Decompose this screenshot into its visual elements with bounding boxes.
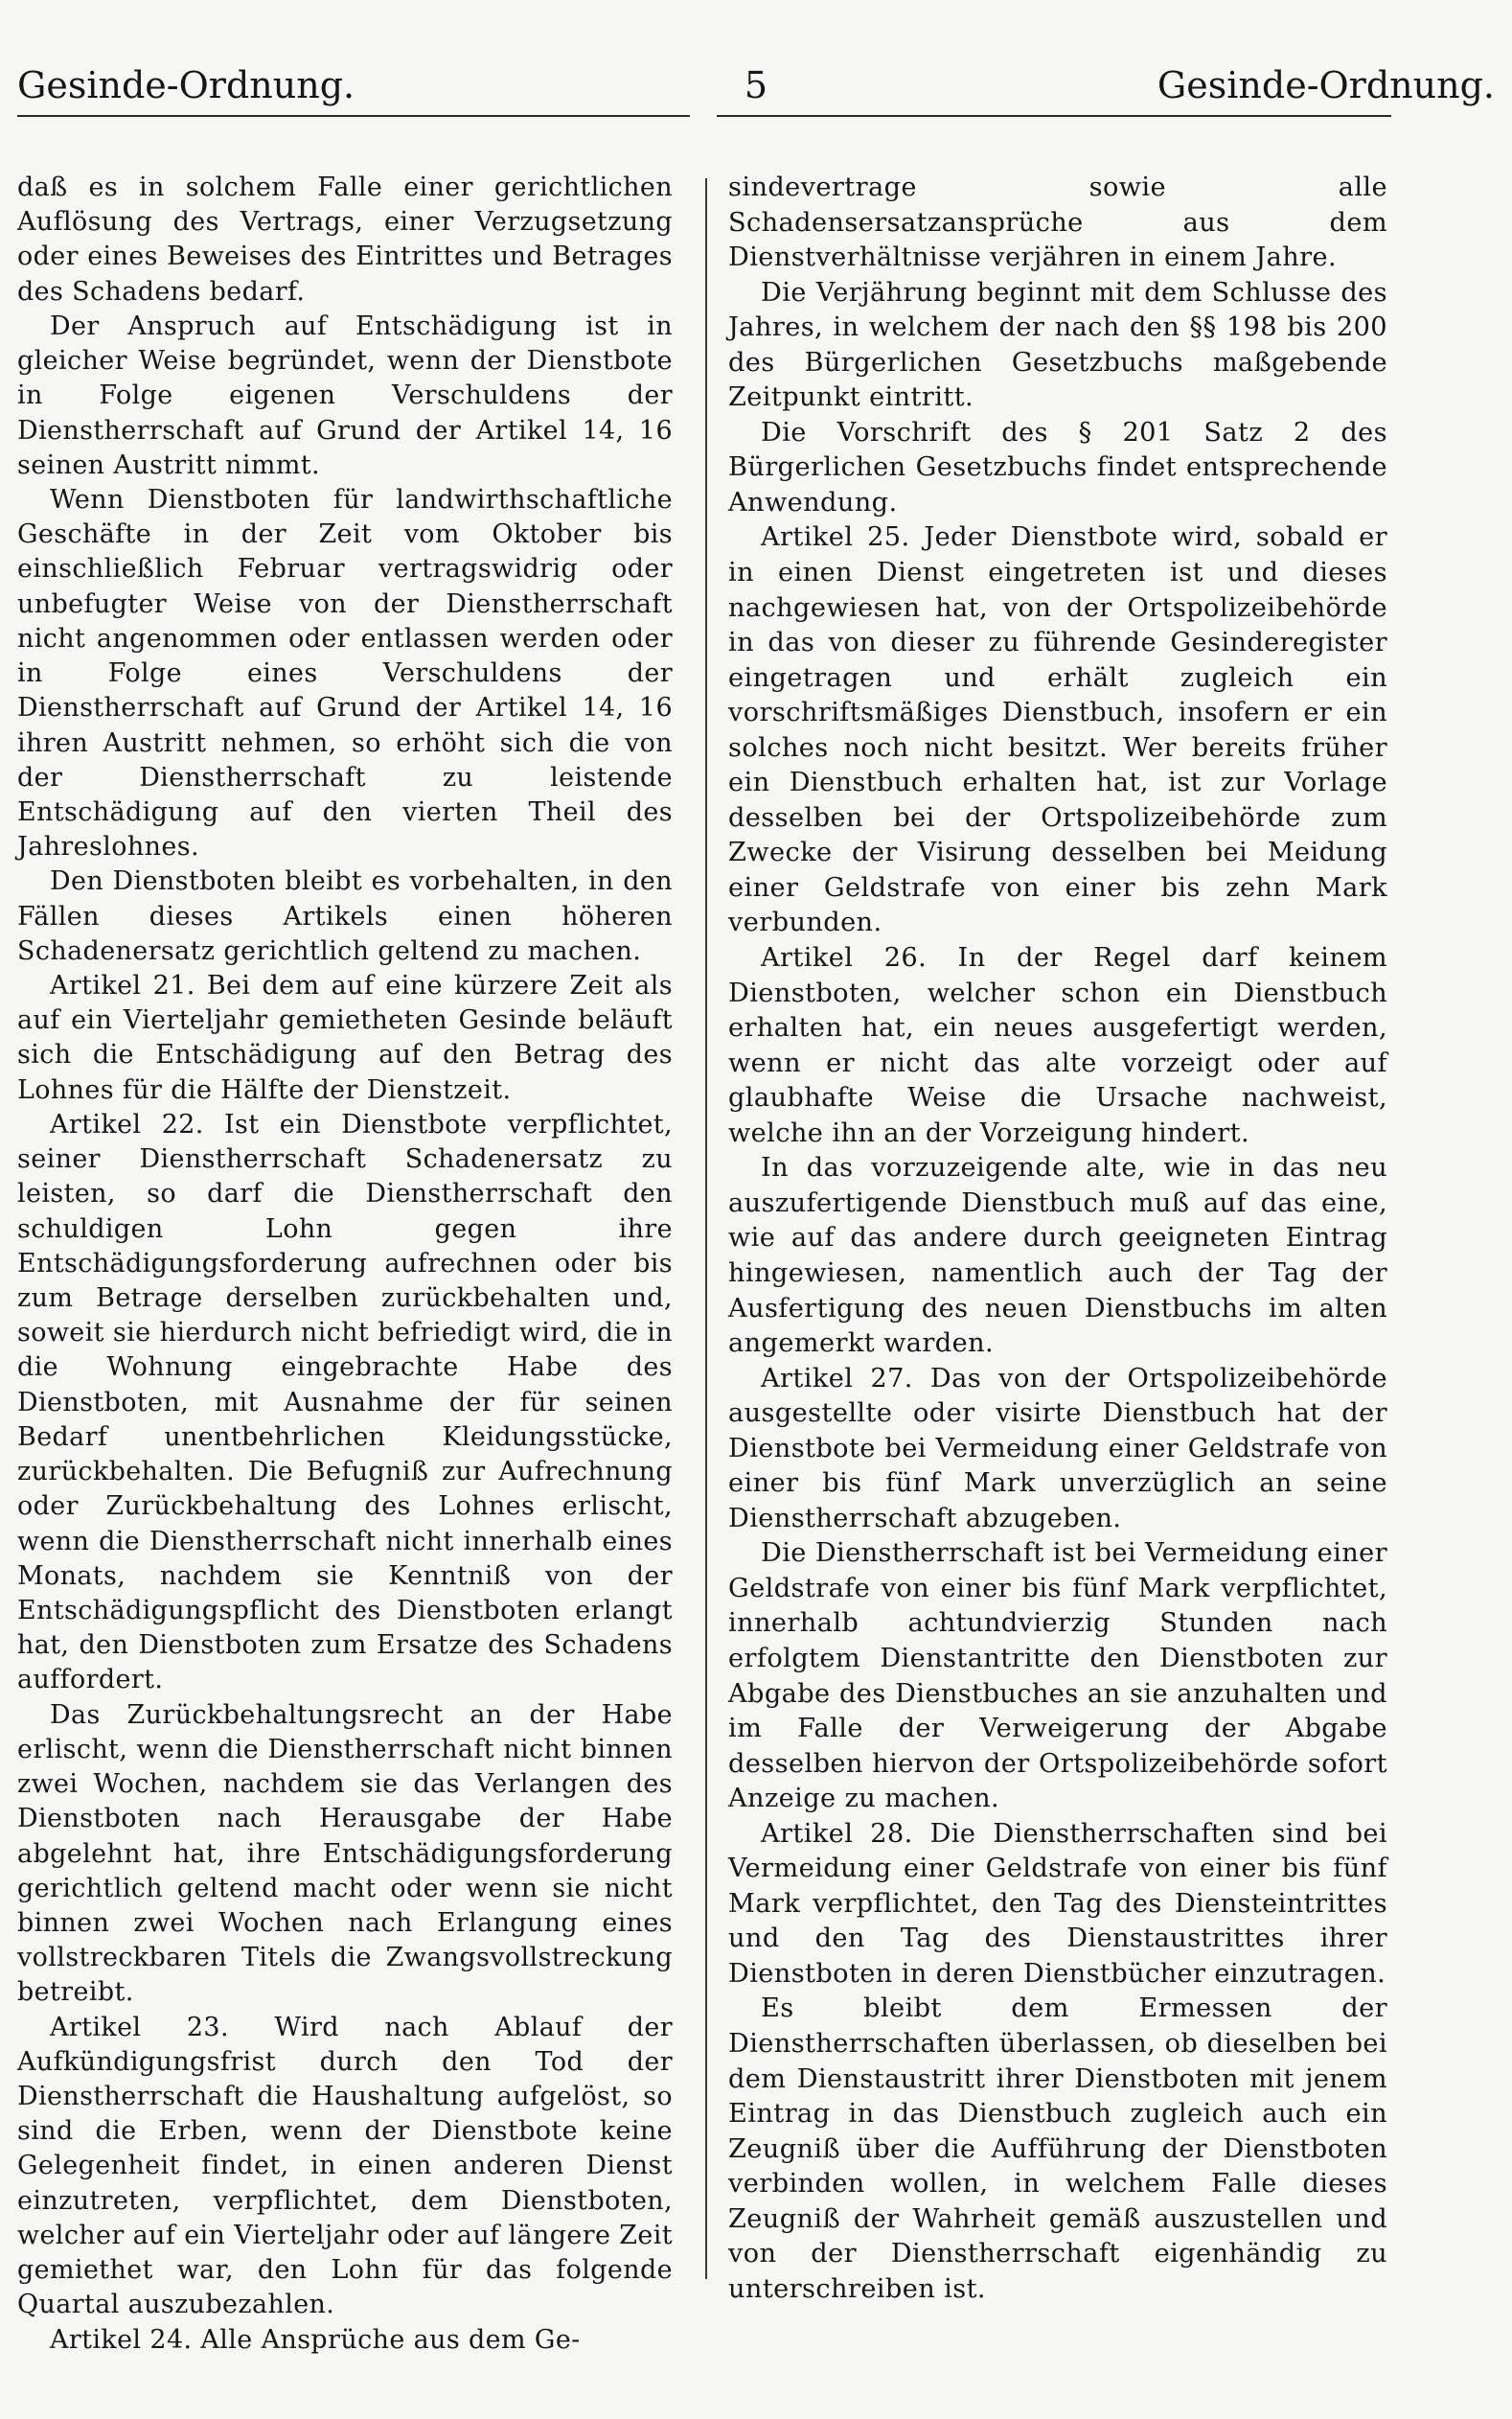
left-column [17, 171, 673, 2358]
page-header [17, 61, 1495, 109]
paragraph: Artikel 28. Die Dienstherrschaften sind bei Vermeidung einer Geldstrafe von einer bis fünf Mark verpflichtet, den Tag des Diensteintrittes und den Tag des Dienstaustrittes ihrer Dienstboten in deren Dienstbücher einzutragen. [728, 1818, 1387, 1989]
paragraph: In das vorzuzeigende alte, wie in das neu auszufertigende Dienstbuch muß auf das eine, wie auf das andere durch geeigneten Eintrag hingewiesen, namentlich auch der Tag der Ausfertigung des neuen Dienstbuchs im alten angemerkt warden. [728, 1153, 1387, 1359]
paragraph: Artikel 22. Ist ein Dienstbote verpflichtet, seiner Dienstherrschaft Schadenersatz zu leisten, so darf die Dienstherrschaft den schuldigen Lohn gegen ihre Entschädigungsforderung aufrechnen oder bis zum Betrage derselben zurückbehalten und, soweit sie hierdurch nicht befriedigt wird, die in die Wohnung eingebrachte Habe des Dienstboten, mit Ausnahme der für seinen Bedarf unentbehrlichen Kleidungsstücke, zurückbehalten. Die Befugniß zur Aufrechnung oder Zurückbehaltung des Lohnes erlischt, wenn die Dienstherrschaft nicht innerhalb eines Monats, nachdem sie Kenntniß von der Entschädigungspflicht des Dienstboten erlangt hat, den Dienstboten zum Ersatze des Schadens auffordert. [17, 1109, 673, 1695]
paragraph: Artikel 25. Jeder Dienstbote wird, sobald er in einen Dienst eingetreten ist und dieses nachgewiesen hat, von der Ortspolizeibehörde in das von dieser zu führende Gesinderegister eingetragen und erhält zugleich ein vorschriftsmäßiges Dienstbuch, insofern er ein solches noch nicht besitzt. Wer bereits früher ein Dienstbuch erhalten hat, ist zur Vorlage desselben bei der Ortspolizeibehörde zum Zwecke der Visirung desselben bei Meidung einer Geldstrafe von einer bis zehn Mark verbunden. [728, 522, 1387, 938]
paragraph: Artikel 27. Das von der Ortspolizeibehörde ausgestellte oder visirte Dienstbuch hat der Dienstbote bei Vermeidung einer Geldstrafe von einer bis fünf Mark unverzüglich an seine Dienstherrschaft abzugeben. [728, 1363, 1387, 1533]
page-number: 5 [744, 64, 768, 106]
paragraph: Die Dienstherrschaft ist bei Vermeidung einer Geldstrafe von einer bis fünf Mark verpflichtet, innerhalb achtundvierzig Stunden nach erfolgtem Dienstantritte den Dienstboten zur Abgabe des Dienstbuches an sie anzuhalten und im Falle der Verweigerung der Abgabe desselben hiervon der Ortspolizeibehörde sofort Anzeige zu machen. [728, 1538, 1387, 1814]
paragraph: Den Dienstboten bleibt es vorbehalten, in den Fällen dieses Artikels einen höheren Schadenersatz gerichtlich geltend zu machen. [17, 866, 673, 966]
paragraph: Das Zurückbehaltungsrecht an der Habe erlischt, wenn die Dienstherrschaft nicht binnen zwei Wochen, nachdem sie das Verlangen des Dienstboten nach Herausgabe der Habe abgelehnt hat, ihre Entschädigungsforderung gerichtlich geltend macht oder wenn sie nicht binnen zwei Wochen nach Erlangung eines vollstreckbaren Titels die Zwangsvollstreckung betreibt. [17, 1699, 673, 2008]
paragraph: Artikel 26. In der Regel darf keinem Dienstboten, welcher schon ein Dienstbuch erhalten hat, ein neues ausgefertigt werden, wenn er nicht das alte vorzeigt oder auf glaubhafte Weise die Ursache nachweist, welche ihn an der Vorzeigung hindert. [728, 943, 1387, 1148]
column-divider [705, 178, 707, 2279]
paragraph: Es bleibt dem Ermessen der Dienstherrschaften überlassen, ob dieselben bei dem Dienstaustritt ihrer Dienstboten mit jenem Eintrag in das Dienstbuch zugleich auch ein Zeugniß über die Aufführung der Dienstboten verbinden wollen, in welchem Falle dieses Zeugniß der Wahrheit gemäß auszustellen und von der Dienstherrschaft eigenhändig zu unterschreiben ist. [728, 1993, 1387, 2304]
paragraph: Wenn Dienstboten für landwirthschaftliche Geschäfte in der Zeit vom Oktober bis einschließlich Februar vertragswidrig oder unbefugter Weise von der Dienstherrschaft nicht angenommen oder entlassen werden oder in Folge eines Verschuldens der Dienstherrschaft auf Grund der Artikel 14, 16 ihren Austritt nehmen, so erhöht sich die von der Dienstherrschaft zu leistende Entschädigung auf den vierten Theil des Jahreslohnes. [17, 484, 673, 863]
right-column [728, 171, 1387, 2307]
header-rule-left [17, 115, 690, 117]
paragraph: Artikel 21. Bei dem auf eine kürzere Zeit als auf ein Vierteljahr gemietheten Gesinde beläuft sich die Entschädigung auf den Betrag des Lohnes für die Hälfte der Dienstzeit. [17, 971, 673, 1105]
paragraph: sindevertrage sowie alle Schadensersatzansprüche aus dem Dienstverhältnisse verjähren in einem Jahre. [728, 173, 1387, 273]
paragraph: Der Anspruch auf Entschädigung ist in gleicher Weise begründet, wenn der Dienstbote in Folge eigenen Verschuldens der Dienstherrschaft auf Grund der Artikel 14, 16 seinen Austritt nimmt. [17, 311, 673, 480]
running-head-left: Gesinde-Ordnung. [17, 64, 355, 106]
paragraph: Die Vorschrift des § 201 Satz 2 des Bürgerlichen Gesetzbuchs findet entsprechende Anwendung. [728, 417, 1387, 518]
paragraph: Artikel 23. Wird nach Ablauf der Aufkündigungsfrist durch den Tod der Dienstherrschaft die Haushaltung aufgelöst, so sind die Erben, wenn der Dienstbote keine Gelegenheit findet, in einen anderen Dienst einzutreten, verpflichtet, dem Dienstboten, welcher auf ein Vierteljahr oder auf längere Zeit gemiethet war, den Lohn für das folgende Quartal auszubezahlen. [17, 2012, 673, 2320]
paragraph: Artikel 24. Alle Ansprüche aus dem Ge- [50, 2324, 581, 2355]
header-rule-right [717, 115, 1391, 117]
running-head-right: Gesinde-Ordnung. [1157, 64, 1495, 106]
paragraph: Die Verjährung beginnt mit dem Schlusse des Jahres, in welchem der nach den §§ 198 bis 200 des Bürgerlichen Gesetzbuchs maßgebende Zeitpunkt eintritt. [728, 277, 1387, 413]
paragraph: daß es in solchem Falle einer gerichtlichen Auflösung des Vertrags, einer Verzugsetzung oder eines Beweises des Eintrittes und Betrages des Schadens bedarf. [17, 173, 673, 307]
